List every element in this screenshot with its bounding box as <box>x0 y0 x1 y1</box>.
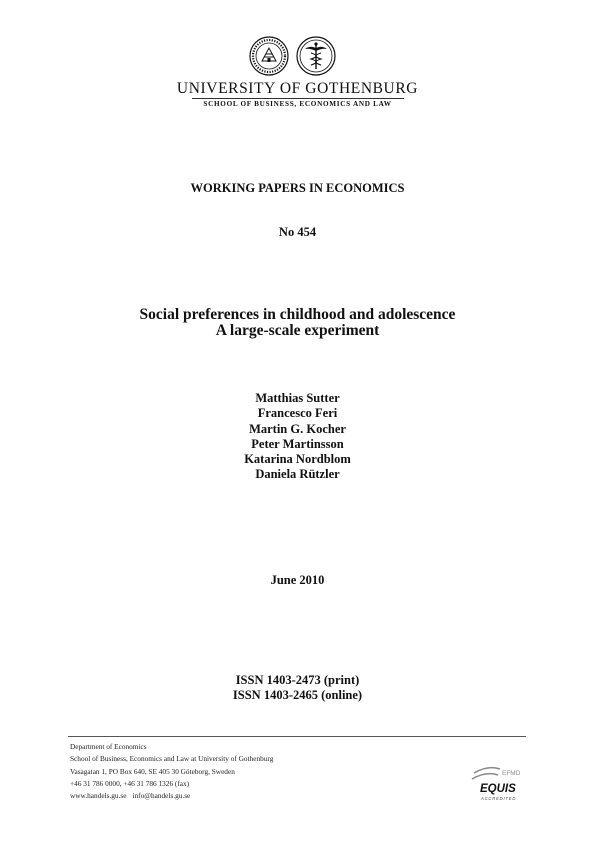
accredited-label: ACCREDITED <box>481 796 517 801</box>
footer-address: Vasagatan 1, PO Box 640, SE 405 30 Göteborg, Sweden <box>70 766 235 776</box>
efmd-label: EFMD <box>502 770 521 777</box>
equis-accreditation-logo <box>470 763 530 803</box>
header-divider <box>192 98 404 99</box>
author-name: Francesco Feri <box>257 406 338 421</box>
paper-series: WORKING PAPERS IN ECONOMICS <box>190 181 405 195</box>
issn-print: ISSN 1403-2473 (print) <box>235 673 360 687</box>
university-name: UNIVERSITY OF GOTHENBURG <box>176 80 419 97</box>
school-name: SCHOOL OF BUSINESS, ECONOMICS AND LAW <box>203 100 392 108</box>
author-name: Matthias Sutter <box>255 391 340 405</box>
equis-label: EQUIS <box>480 783 516 795</box>
footer-phone: +46 31 786 0000, +46 31 786 1326 (fax) <box>70 778 190 788</box>
paper-title-line-2: A large-scale experiment <box>215 322 380 339</box>
paper-title-line-1: Social preferences in childhood and adolescence <box>139 306 456 323</box>
issn-online: ISSN 1403-2465 (online) <box>232 688 363 702</box>
footer-school: School of Business, Economics and Law at University of Gothenburg <box>70 754 274 764</box>
author-name: Daniela Rützler <box>255 467 340 482</box>
caduceus-seal-icon <box>296 36 336 76</box>
publication-date: June 2010 <box>270 573 325 587</box>
author-name: Peter Martinsson <box>251 436 344 451</box>
paper-number: No 454 <box>278 225 317 239</box>
footer-website-link[interactable]: www.handels.gu.se <box>70 791 127 801</box>
author-name: Katarina Nordblom <box>244 452 351 467</box>
footer-web-line <box>70 790 450 802</box>
author-name: Martin G. Kocher <box>249 421 346 436</box>
author-list <box>0 391 595 483</box>
footer-contact <box>70 741 450 802</box>
footer-divider <box>68 736 526 737</box>
footer-department: Department of Economics <box>70 742 147 751</box>
footer-email-link[interactable]: info@handels.gu.se <box>132 791 191 801</box>
university-seal-icon <box>249 36 289 76</box>
